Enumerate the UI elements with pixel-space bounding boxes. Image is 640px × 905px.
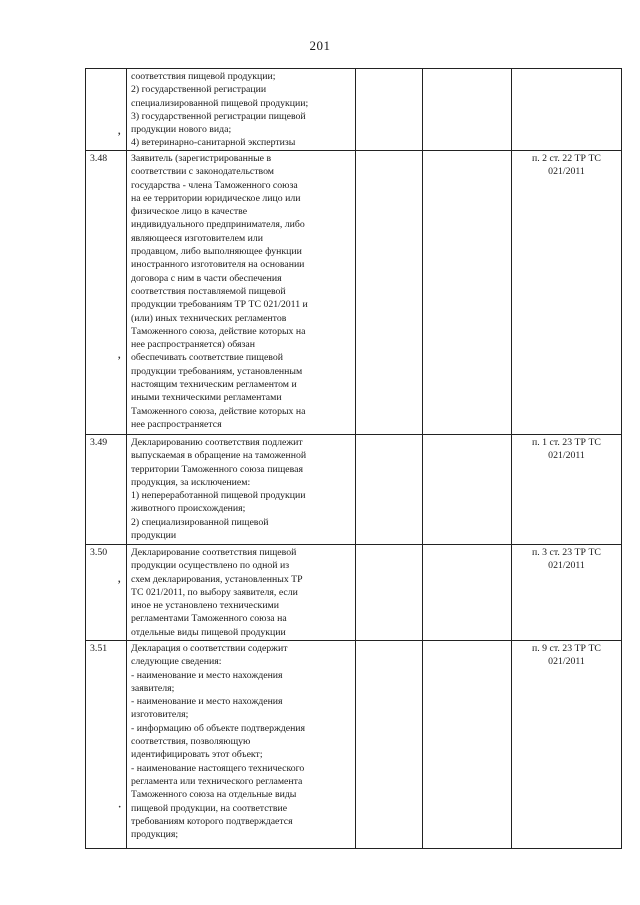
item-number-cell: 3.49 — [86, 435, 127, 545]
requirement-text-cell: Декларированию соответствия подлежит выпускаемая в обращение на таможенной территории Таможенного союза пищевая продукция, за исключением: 1) непереработанной пищевой продукции животного происхождения; 2) специализированной пищевой продукции — [127, 435, 356, 545]
reference-cell — [512, 69, 622, 151]
table-row — [86, 641, 622, 849]
item-number-cell: 3.50 , — [86, 545, 127, 641]
margin-mark: · — [118, 802, 122, 813]
margin-mark: , — [118, 350, 121, 361]
item-number-cell — [86, 69, 127, 151]
reference-cell: п. 3 ст. 23 ТР ТС 021/2011 — [512, 545, 622, 641]
empty-cell — [423, 545, 512, 641]
reference-cell: п. 2 ст. 22 ТР ТС 021/2011 — [512, 151, 622, 435]
table-row — [86, 435, 622, 545]
requirement-text-cell: Декларирование соответствия пищевой продукции осуществлено по одной из схем декларирования, установленных ТР ТС 021/2011, по выбору заявителя, если иное не установлено техническими регламентами Таможенного союза на отдельные виды пищевой продукции — [127, 545, 356, 641]
empty-cell — [423, 69, 512, 151]
empty-cell — [356, 435, 423, 545]
requirement-text-cell: Декларация о соответствии содержит следующие сведения: - наименование и место нахождения заявителя; - наименование и место нахождения изготовителя; - информацию об объекте подтверждения соответствия, позволяющую идентифицировать этот объект; - наименование настоящего технического регламента или технического регламента Таможенного союза на отдельные виды пищевой продукции, на соответствие требованиям которого подтверждается продукция; — [127, 641, 356, 849]
empty-cell — [356, 151, 423, 435]
empty-cell — [356, 69, 423, 151]
empty-cell — [356, 641, 423, 849]
reference-cell: п. 9 ст. 23 ТР ТС 021/2011 — [512, 641, 622, 849]
requirements-table — [85, 68, 622, 849]
empty-cell — [423, 435, 512, 545]
empty-cell — [423, 641, 512, 849]
table-row — [86, 69, 622, 151]
table-row — [86, 545, 622, 641]
requirement-text-cell: соответствия пищевой продукции; 2) государственной регистрации специализированной пищевой продукции; 3) государственной регистрации пищевой продукции нового вида; 4) ветеринарно-санитарной экспертизы — [127, 69, 356, 151]
reference-cell: п. 1 ст. 23 ТР ТС 021/2011 — [512, 435, 622, 545]
item-number-cell: 3.51 · — [86, 641, 127, 849]
margin-mark: , — [118, 126, 121, 137]
page-number: 201 — [309, 38, 331, 53]
requirement-text-cell: Заявитель (зарегистрированные в соответствии с законодательством государства - члена Таможенного союза на ее территории юридическое лицо или физическое лицо в качестве индивидуального предпринимателя, либо являющееся изготовителем или продавцом, либо выполняющее функции иностранного изготовителя на основании договора с ним в части обеспечения соответствия поставляемой пищевой продукции требованиям ТР ТС 021/2011 и (или) иных технических регламентов Таможенного союза, действие которых на нее распространяется) обязан обеспечивать соответствие пищевой продукции требованиям, установленным настоящим техническим регламентом и иными техническими регламентами Таможенного союза, действие которых на нее распространяется — [127, 151, 356, 435]
table-row — [86, 151, 622, 435]
item-number-cell: 3.48 , — [86, 151, 127, 435]
empty-cell — [423, 151, 512, 435]
empty-cell — [356, 545, 423, 641]
margin-mark: , — [118, 574, 121, 585]
